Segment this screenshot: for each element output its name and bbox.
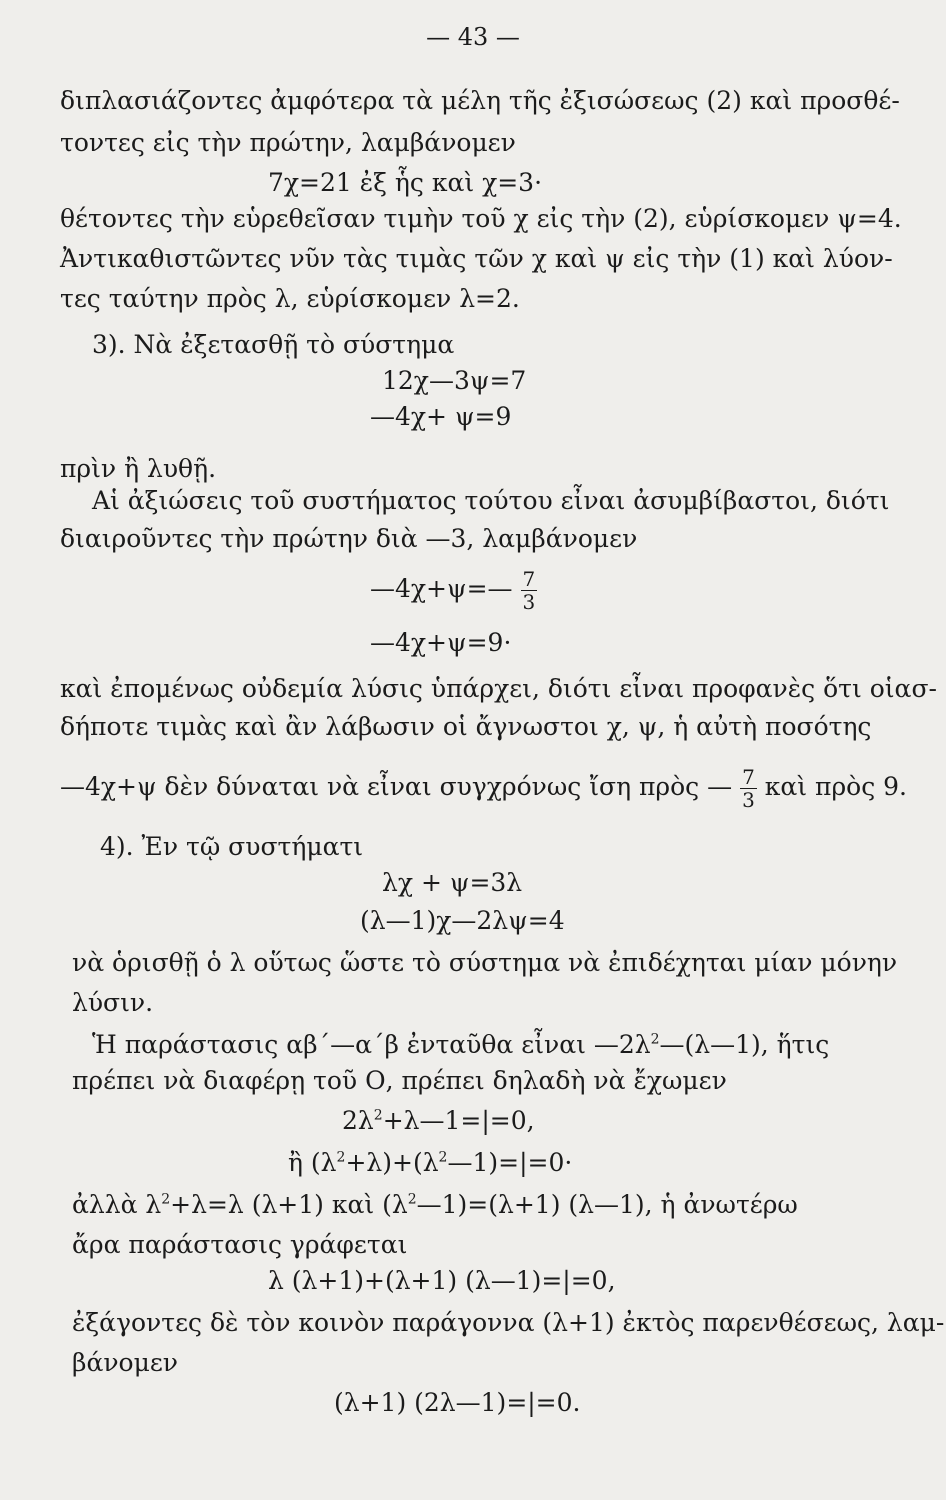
text-run: +λ)+(λ [345,1148,439,1177]
text-run: —(λ—1), ἥτις [659,1030,830,1059]
equation-lhs: —4χ+ψ=— [370,574,513,603]
text-line: Αἱ ἀξιώσεις τοῦ συστήματος τούτου εἶναι ἀσυμβίβαστοι, διότι [92,486,890,515]
text-line: τες ταύτην πρὸς λ, εὑρίσκομεν λ=2. [60,284,520,313]
fraction [740,766,757,811]
equation [288,1148,572,1178]
text-line: διπλασιάζοντες ἀμφότερα τὰ μέλη τῆς ἐξισώσεως (2) καὶ προσθέ- [60,86,900,115]
text-line: ἄρα παράστασις γράφεται [72,1230,408,1259]
text-run: —1)=|=0· [447,1148,573,1177]
exponent: 2 [650,1031,660,1048]
equation: λχ + ψ=3λ [382,868,523,897]
equation: λ (λ+1)+(λ+1) (λ—1)=|=0, [268,1266,616,1295]
text-line: βάνομεν [72,1348,178,1377]
text-line [72,1190,798,1220]
text-line: νὰ ὁρισθῇ ὁ λ οὕτως ὥστε τὸ σύστημα νὰ ἐπιδέχηται μίαν μόνην [72,948,898,977]
text-run: +λ—1=|=0, [382,1106,535,1135]
fraction-numerator: 7 [522,567,536,591]
equation: 7χ=21 ἐξ ἧς καὶ χ=3· [268,168,543,197]
text-run: +λ=λ (λ+1) καὶ (λ [170,1190,408,1219]
text-line: ἐξάγοντες δὲ τὸν κοινὸν παράγοννα (λ+1) ἐκτὸς παρενθέσεως, λαμ- [72,1308,945,1337]
text-run: 2λ [342,1106,374,1135]
text-run: —1)=(λ+1) (λ—1), ἡ ἀνωτέρω [416,1190,798,1219]
equation: (λ—1)χ—2λψ=4 [360,906,565,935]
text-line: καὶ ἐπομένως οὐδεμία λύσις ὑπάρχει, διότι εἶναι προφανὲς ὅτι οἱασ- [60,674,937,703]
text-line: πρὶν ἢ λυθῇ. [60,454,217,483]
text-run: Ἡ παράστασις αβ΄—α΄β ἐνταῦθα εἶναι —2λ [92,1030,651,1059]
text-run: ἀλλὰ λ [72,1190,162,1219]
text-run: —4χ+ψ δὲν δύναται νὰ εἶναι συγχρόνως ἴση πρὸς — [60,772,733,801]
exponent: 2 [438,1149,448,1166]
fraction-denominator: 3 [742,788,755,812]
text-line: θέτοντες τὴν εὑρεθεῖσαν τιμὴν τοῦ χ εἰς τὴν (2), εὑρίσκομεν ψ=4. [60,204,902,233]
fraction-denominator: 3 [522,590,536,614]
text-line: διαιροῦντες τὴν πρώτην διὰ —3, λαμβάνομεν [60,524,638,553]
exponent: 2 [161,1191,171,1208]
text-run: καὶ πρὸς 9. [764,772,908,801]
fraction [521,568,538,613]
equation: —4χ+ ψ=9 [370,402,512,431]
text-line [92,1030,829,1060]
text-line: Ἀντικαθιστῶντες νῦν τὰς τιμὰς τῶν χ καὶ ψ εἰς τὴν (1) καὶ λύον- [60,244,893,273]
fraction-numerator: 7 [742,765,755,789]
text-line: πρέπει νὰ διαφέρῃ τοῦ Ο, πρέπει δηλαδὴ νὰ ἔχωμεν [72,1066,727,1095]
text-line: λύσιν. [72,988,154,1017]
equation: 12χ—3ψ=7 [382,366,527,395]
text-run: ἢ (λ [288,1148,337,1177]
equation [370,568,537,613]
exponent: 2 [336,1149,346,1166]
text-line [60,766,907,811]
page-number: — 43 — [426,23,520,51]
equation [342,1106,535,1136]
text-line: δήποτε τιμὰς καὶ ἂν λάβωσιν οἱ ἄγνωστοι χ, ψ, ἡ αὐτὴ ποσότης [60,712,872,741]
equation: —4χ+ψ=9· [370,628,512,657]
text-line: τοντες εἰς τὴν πρώτην, λαμβάνομεν [60,128,516,157]
section-heading: 3). Νὰ ἐξετασθῇ τὸ σύστημα [92,330,455,359]
section-heading: 4). Ἐν τῷ συστήματι [100,832,364,861]
equation: (λ+1) (2λ—1)=|=0. [334,1388,581,1417]
exponent: 2 [407,1191,417,1208]
exponent: 2 [373,1107,383,1124]
